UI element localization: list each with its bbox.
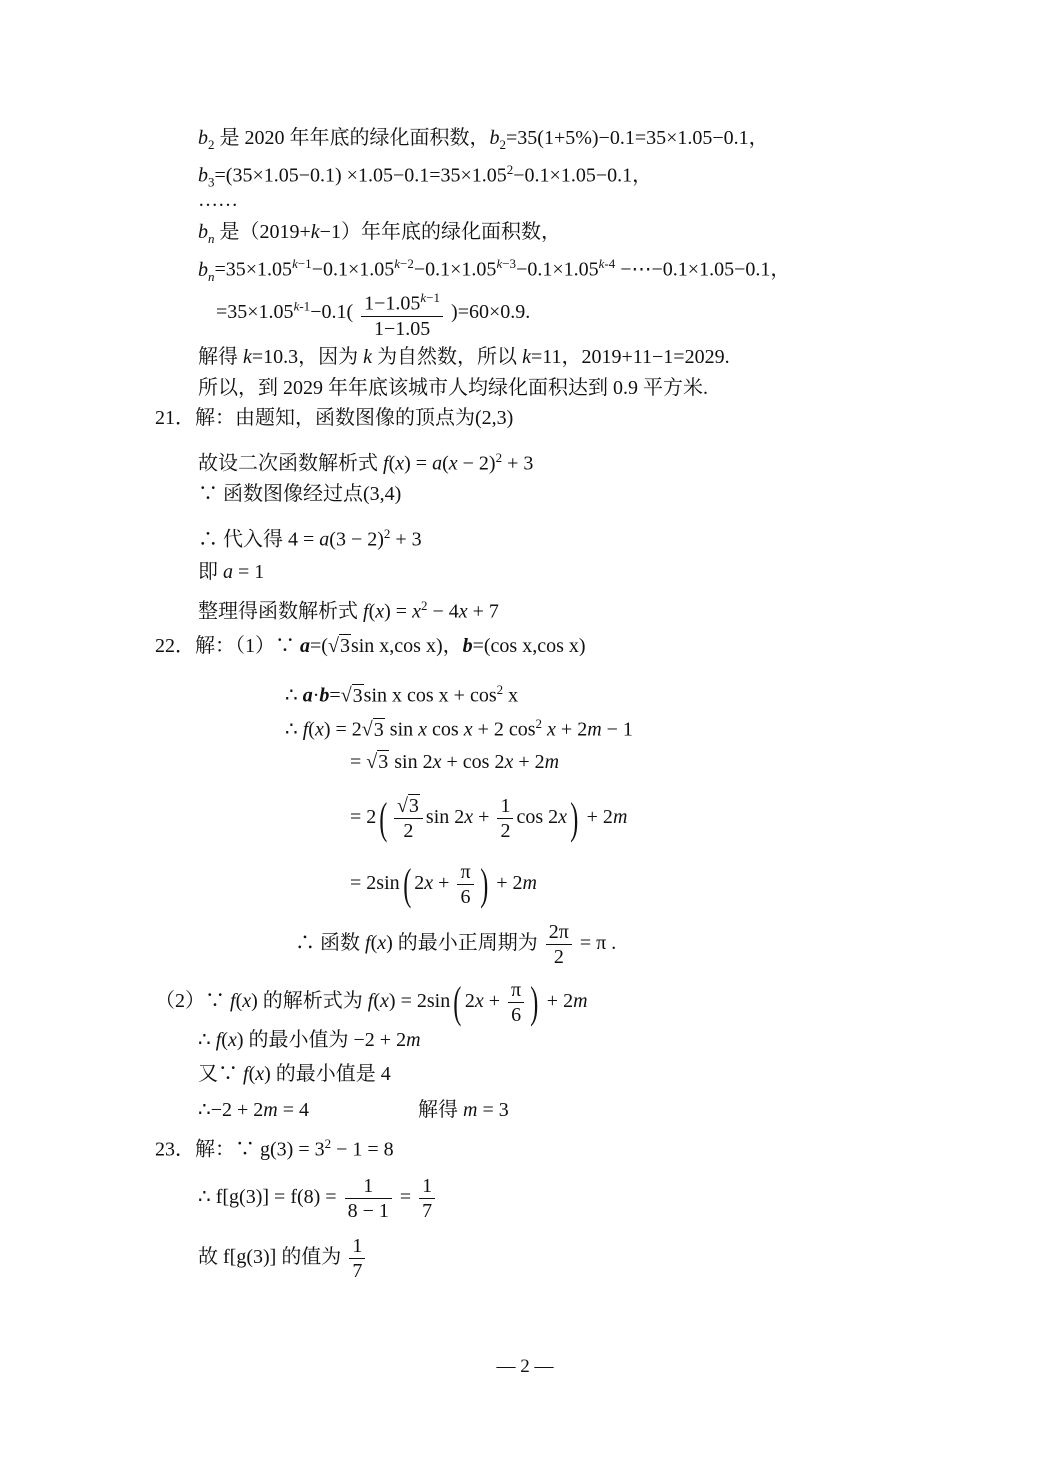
- sec20-line4: $b_n$ 是（2019+k−1）年年底的绿化面积数，: [198, 221, 561, 246]
- q22-step2: = √3 sin 2x + cos 2x + 2m: [350, 751, 560, 773]
- q21-line3: ∵ 函数图像经过点(3,4): [198, 483, 402, 505]
- q22-answer: 解得 m = 3: [418, 1099, 509, 1121]
- q21-line6: 整理得函数解析式 $f(x) = x^2 - 4x + 7$: [198, 598, 499, 623]
- q22-step3: = 2( $\frac{√3}{2}$ sin 2x + $\frac{1}{2}$ cos 2x) + 2m: [350, 793, 628, 843]
- q22-part2: （2）∵ f(x) 的解析式为 f(x) = 2sin( 2x + $\frac{\pi}{6}$ ) + 2m: [155, 977, 588, 1027]
- q22-equation: ∴−2 + 2m = 4: [198, 1099, 310, 1121]
- q23-heading: 23．解：∵ $g(3) = 3^2 - 1 = 8$: [155, 1136, 394, 1161]
- q22-dot-product: ∴ a·b=√3sin x $\cos x + \cos^2 x$: [285, 682, 519, 707]
- sec20-line6: $=35\times 1.05^{k-1}-0.1$( $\frac{1-1.05^{k-1}}{1-1.05}$ )=60×0.9.: [216, 286, 530, 341]
- q21-heading: 21．解：由题知，函数图像的顶点为(2,3): [155, 407, 514, 429]
- q21-line4: ∴ 代入得 $4 = a(3 - 2)^2 + 3$: [198, 526, 422, 551]
- sec20-line7: 解得 k=10.3，因为 k 为自然数，所以 k=11，2019+11−1=2029.: [198, 346, 730, 368]
- sum-fraction: $\frac{1-1.05^{k-1}}{1-1.05}$: [361, 286, 443, 341]
- q22-step1: ∴ f(x) = 2√3 sin x cos x + 2 $\cos^2 x + 2m - 1$: [285, 716, 633, 741]
- q22-heading: 22．解：（1）∵ a=(√3sin x,cos x)，b=(cos x,cos x): [155, 635, 586, 657]
- q22-step4: = 2sin( 2x + $\frac{\pi}{6}$ ) + 2m: [350, 859, 537, 909]
- q21-line5: 即 a = 1: [198, 561, 265, 583]
- q22-min-given: 又∵ f(x) 的最小值是 4: [198, 1063, 391, 1085]
- q21-line2: 故设二次函数解析式 $f(x) = a(x - 2)^2 + 3$: [198, 450, 534, 475]
- page-number: — 2 —: [496, 1356, 554, 1377]
- q23-conclusion: 故 f[g(3)] 的值为 $\frac{1}{7}$: [198, 1234, 368, 1283]
- q23-line2: ∴ f[g(3)] = f(8) = $\frac{1}{8 - 1}$ = $\frac{1}{7}$: [198, 1174, 438, 1223]
- q22-period: ∴ 函数 f(x) 的最小正周期为 $\frac{2\pi}{2}$ = π .: [295, 921, 617, 968]
- q22-min: ∴ f(x) 的最小值为 −2 + 2m: [198, 1029, 421, 1051]
- sec20-line2: $b_3=(35\times 1.05-0.1) \times 1.05-0.1=35\times 1.05^2-0.1\times 1.05-0.1$，: [198, 162, 653, 190]
- sec20-line5: $b_n=35\times 1.05^{k-1}-0.1\times 1.05^{k-2}-0.1\times 1.05^{k-3}-0.1\times 1.05^{k-4}$ −⋯−0.1×1.05−0.1，: [198, 256, 791, 284]
- sec20-ellipsis: ……: [198, 189, 238, 211]
- sec20-conclusion: 所以，到 2029 年年底该城市人均绿化面积达到 0.9 平方米.: [198, 377, 708, 399]
- sec20-line1: $b_2$ 是 2020 年年底的绿化面积数，$b_2=35(1+5\%)-0.1=35\times 1.05-0.1$，: [198, 127, 769, 152]
